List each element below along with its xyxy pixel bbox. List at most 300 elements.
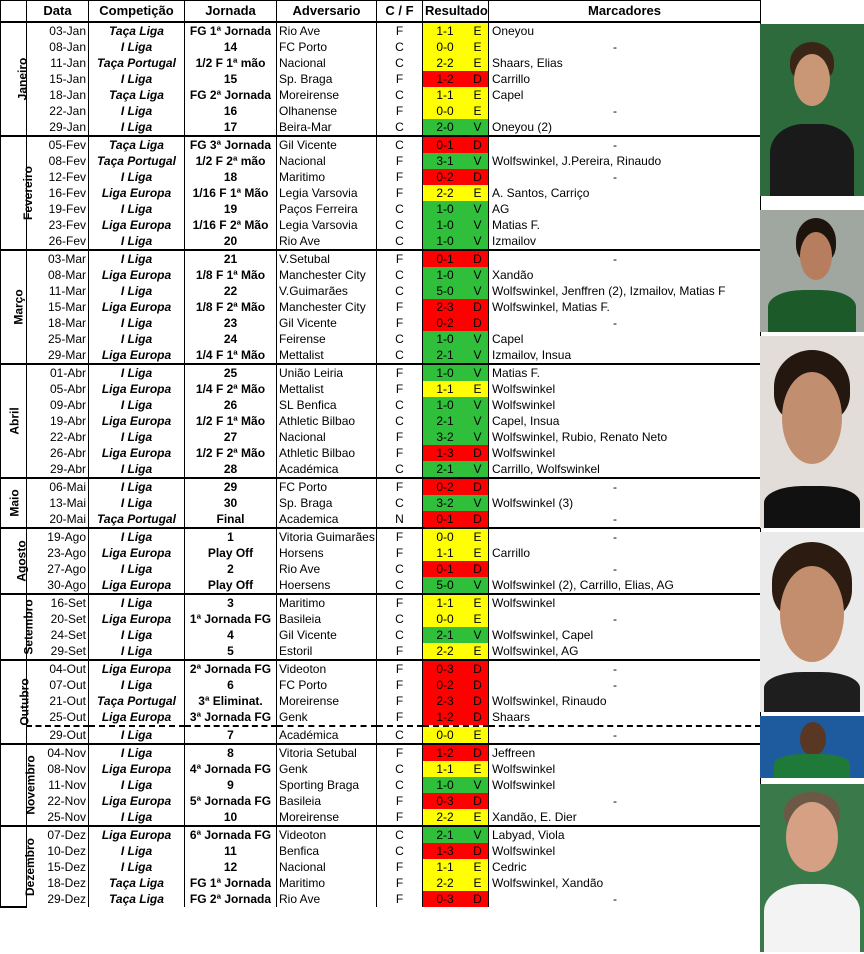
result-score: 2-2 [436,876,454,890]
opponent: Hoersens [277,577,377,594]
result-score: 1-1 [436,546,454,560]
round: Play Off [185,577,277,594]
result [423,495,489,511]
round: 29 [185,478,277,495]
table-row [1,299,761,315]
scorers-text: Capel [492,332,524,346]
result-score: 2-0 [436,120,454,134]
result-score: 2-2 [436,56,454,70]
result [423,693,489,709]
match-date: 29-Dez [27,891,89,907]
scorers-text: Wolfswinkel, J.Pereira, Rinaudo [492,154,662,168]
table-row [1,561,761,577]
result-letter: V [473,414,482,428]
result [423,528,489,545]
round: 25 [185,364,277,381]
result-score: 1-3 [436,446,454,460]
result-score: 2-3 [436,694,454,708]
round: 6ª Jornada FG [185,826,277,843]
match-date: 20-Set [27,611,89,627]
result-letter: D [473,794,482,808]
competition: Taça Portugal [89,693,185,709]
result-box [423,201,488,217]
table-row [1,693,761,709]
scorers-text: Wolfswinkel [492,778,556,792]
round: 10 [185,809,277,826]
result-score: 1-1 [436,762,454,776]
opponent: Legia Varsovia [277,217,377,233]
scorers-dash: - [613,316,617,330]
scorers [489,744,761,761]
scorers [489,136,761,153]
opponent: Moreirense [277,693,377,709]
home-away: C [377,39,423,55]
round: 11 [185,843,277,859]
match-date: 22-Nov [27,793,89,809]
result [423,761,489,777]
result-box [423,445,488,461]
result-score: 2-1 [436,414,454,428]
scorers-dash: - [613,794,617,808]
result-letter: V [473,430,482,444]
competition: I Liga [89,429,185,445]
scorers [489,627,761,643]
competition: Taça Liga [89,875,185,891]
result-letter: E [473,644,482,658]
result-letter: D [473,138,482,152]
competition: Liga Europa [89,217,185,233]
scorers [489,55,761,71]
competition: I Liga [89,169,185,185]
scorers-text: Wolfswinkel [492,382,556,396]
result-score: 3-2 [436,430,454,444]
result-box [423,347,488,363]
month-name: Fevereiro [21,165,36,221]
round: 1/2 F 1ª Mão [185,413,277,429]
home-away: C [377,843,423,859]
opponent: Maritimo [277,169,377,185]
opponent: Horsens [277,545,377,561]
scorers-dash: - [613,892,617,906]
table-row [1,201,761,217]
result-box [423,761,488,777]
round: FG 2ª Jornada [185,87,277,103]
table-row [1,39,761,55]
match-date: 22-Jan [27,103,89,119]
round: 5 [185,643,277,660]
month-label [1,826,38,907]
scorers-text: Wolfswinkel [492,398,556,412]
home-away: C [377,627,423,643]
scorers-dash: - [613,138,617,152]
result-score: 2-1 [436,628,454,642]
match-date: 29-Jan [27,119,89,136]
scorers [489,185,761,201]
opponent: Athletic Bilbao [277,413,377,429]
opponent: Nacional [277,153,377,169]
result-score: 0-1 [436,562,454,576]
scorers-text: Wolfswinkel (3) [492,496,574,510]
result-letter: D [473,678,482,692]
competition: Liga Europa [89,445,185,461]
table-row [1,381,761,397]
header-scorers: Marcadores [489,1,761,23]
scorers [489,299,761,315]
result-box [423,843,488,859]
match-date: 03-Jan [27,22,89,39]
result-box [423,777,488,793]
result [423,55,489,71]
scorers [489,777,761,793]
result-box [423,103,488,119]
home-away: C [377,726,423,744]
scorers [489,315,761,331]
scorers-text: Jeffreen [492,746,536,760]
home-away: C [377,267,423,283]
table-row [1,267,761,283]
month-name: Novembro [23,755,38,815]
coach-photo-2 [760,210,864,332]
table-row [1,55,761,71]
month-label [1,660,32,744]
home-away: F [377,250,423,267]
round: 30 [185,495,277,511]
result-box [423,119,488,135]
result [423,397,489,413]
result-score: 1-1 [436,382,454,396]
match-date: 04-Out [27,660,89,677]
scorers [489,283,761,299]
competition: Liga Europa [89,413,185,429]
opponent: Legia Varsovia [277,185,377,201]
match-date: 23-Fev [27,217,89,233]
match-date: 11-Jan [27,55,89,71]
table-row [1,528,761,545]
scorers [489,793,761,809]
result-box [423,381,488,397]
round: 15 [185,71,277,87]
header-result: Resultado [423,1,489,23]
scorers-text: Wolfswinkel, Jenffren (2), Izmailov, Matias F [492,284,726,298]
scorers [489,250,761,267]
result-score: 0-3 [436,662,454,676]
round: 2 [185,561,277,577]
table-row [1,413,761,429]
scorers-text: Wolfswinkel [492,844,556,858]
scorers-text: Capel [492,88,524,102]
table-row [1,660,761,677]
result [423,347,489,364]
home-away: C [377,331,423,347]
result-box [423,875,488,891]
result-score: 1-0 [436,268,454,282]
competition: I Liga [89,495,185,511]
result-score: 1-1 [436,24,454,38]
result [423,709,489,726]
scorers-text: Wolfswinkel, Rubio, Renato Neto [492,430,668,444]
scorers-dash: - [613,562,617,576]
home-away: C [377,577,423,594]
opponent: Gil Vicente [277,627,377,643]
result-letter: D [473,746,482,760]
result-letter: E [473,382,482,396]
home-away: C [377,761,423,777]
competition: Liga Europa [89,381,185,397]
result-letter: D [473,316,482,330]
result-letter: E [473,876,482,890]
result [423,859,489,875]
results-body [1,22,761,907]
result-score: 2-1 [436,462,454,476]
competition: I Liga [89,103,185,119]
opponent: Mettalist [277,347,377,364]
result-score: 0-1 [436,252,454,266]
opponent: Nacional [277,859,377,875]
competition: I Liga [89,119,185,136]
result-box [423,859,488,875]
round: 1 [185,528,277,545]
match-date: 18-Mar [27,315,89,331]
match-date: 11-Mar [27,283,89,299]
scorers [489,577,761,594]
opponent: Manchester City [277,299,377,315]
result-score: 1-2 [436,710,454,724]
result-box [423,595,488,611]
home-away: F [377,169,423,185]
result-letter: V [473,284,482,298]
round: 23 [185,315,277,331]
result [423,793,489,809]
result-score: 0-2 [436,480,454,494]
scorers-text: A. Santos, Carriço [492,186,590,200]
result-score: 1-0 [436,234,454,248]
scorers-text: Wolfswinkel, Xandão [492,876,604,890]
match-date: 01-Abr [27,364,89,381]
result-score: 0-0 [436,530,454,544]
home-away: F [377,71,423,87]
result-box [423,315,488,331]
table-row [1,627,761,643]
result-score: 5-0 [436,284,454,298]
result-score: 2-2 [436,186,454,200]
result-box [423,413,488,429]
opponent: Moreirense [277,87,377,103]
result-score: 1-1 [436,596,454,610]
result [423,627,489,643]
result-box [423,217,488,233]
scorers-text: Wolfswinkel [492,446,556,460]
table-row [1,709,761,726]
result-score: 2-2 [436,810,454,824]
result-letter: V [473,234,482,248]
match-date: 05-Abr [27,381,89,397]
match-date: 20-Mai [27,511,89,528]
scorers-dash: - [613,104,617,118]
table-row [1,71,761,87]
result-letter: E [473,530,482,544]
home-away: C [377,611,423,627]
scorers-text: Capel, Insua [492,414,560,428]
round: 14 [185,39,277,55]
result-letter: V [473,778,482,792]
result-score: 1-1 [436,860,454,874]
opponent: Gil Vicente [277,136,377,153]
result-box [423,299,488,315]
home-away: F [377,315,423,331]
home-away: F [377,153,423,169]
result [423,594,489,611]
home-away: F [377,793,423,809]
match-date: 25-Mar [27,331,89,347]
opponent: Beira-Mar [277,119,377,136]
result [423,39,489,55]
result [423,809,489,826]
coach-photo-6 [760,784,864,952]
result-letter: E [473,104,482,118]
round: 9 [185,777,277,793]
opponent: Académica [277,461,377,478]
result-score: 3-1 [436,154,454,168]
competition: Liga Europa [89,611,185,627]
opponent: Académica [277,726,377,744]
coach-photo-5 [760,716,864,778]
result-letter: D [473,562,482,576]
round: 1/4 F 1ª Mão [185,347,277,364]
month-label [1,22,30,136]
match-date: 08-Mar [27,267,89,283]
result-box [423,727,488,743]
competition: Taça Liga [89,87,185,103]
result [423,283,489,299]
home-away: F [377,545,423,561]
home-away: F [377,744,423,761]
competition: I Liga [89,201,185,217]
result [423,478,489,495]
scorers [489,891,761,907]
result-score: 0-2 [436,170,454,184]
scorers-text: AG [492,202,510,216]
match-date: 04-Nov [27,744,89,761]
result [423,201,489,217]
home-away: C [377,397,423,413]
opponent: Manchester City [277,267,377,283]
scorers [489,693,761,709]
result [423,577,489,594]
result [423,22,489,39]
result-box [423,709,488,725]
result [423,777,489,793]
month-label [1,364,27,478]
competition: Liga Europa [89,793,185,809]
result-box [423,809,488,825]
scorers [489,843,761,859]
scorers [489,545,761,561]
home-away: F [377,891,423,907]
match-date: 19-Fev [27,201,89,217]
result-score: 0-3 [436,794,454,808]
match-date: 08-Fev [27,153,89,169]
opponent: Genk [277,761,377,777]
round: 4ª Jornada FG [185,761,277,777]
match-date: 25-Nov [27,809,89,826]
competition: Taça Liga [89,891,185,907]
result [423,71,489,87]
opponent: Vitoria Guimarães [277,528,377,545]
round: 1/2 F 2ª mão [185,153,277,169]
competition: I Liga [89,777,185,793]
result-score: 0-1 [436,512,454,526]
result [423,153,489,169]
scorers [489,22,761,39]
scorers [489,875,761,891]
opponent: Nacional [277,429,377,445]
round: 8 [185,744,277,761]
result-score: 2-2 [436,644,454,658]
match-date: 15-Mar [27,299,89,315]
result [423,233,489,250]
result-letter: E [473,24,482,38]
result-box [423,511,488,527]
result-score: 2-1 [436,348,454,362]
scorers [489,677,761,693]
competition: I Liga [89,478,185,495]
result-score: 1-0 [436,332,454,346]
competition: Liga Europa [89,347,185,364]
match-date: 26-Abr [27,445,89,461]
month-name: Outubro [17,678,32,726]
scorers-text: Wolfswinkel [492,762,556,776]
competition: Liga Europa [89,761,185,777]
coach-photos [760,24,864,952]
home-away: C [377,495,423,511]
scorers [489,495,761,511]
table-row [1,185,761,201]
home-away: F [377,445,423,461]
round: 6 [185,677,277,693]
result-score: 0-0 [436,104,454,118]
match-date: 22-Abr [27,429,89,445]
result-box [423,495,488,511]
competition: I Liga [89,397,185,413]
result-score: 2-3 [436,300,454,314]
match-date: 07-Dez [27,826,89,843]
competition: Taça Portugal [89,511,185,528]
home-away: F [377,809,423,826]
result-letter: V [473,398,482,412]
result [423,250,489,267]
competition: Taça Portugal [89,55,185,71]
match-date: 19-Abr [27,413,89,429]
opponent: Nacional [277,55,377,71]
result-box [423,23,488,39]
coach-photo-4 [760,532,864,712]
opponent: Videoton [277,660,377,677]
home-away: C [377,217,423,233]
opponent: Sporting Braga [277,777,377,793]
match-date: 27-Ago [27,561,89,577]
result-box [423,233,488,249]
table-row [1,347,761,364]
result-box [423,39,488,55]
scorers-text: Izmailov [492,234,537,248]
table-row [1,429,761,445]
scorers-text: Matias F. [492,366,541,380]
result [423,103,489,119]
result-letter: E [473,40,482,54]
result-score: 0-0 [436,612,454,626]
result [423,744,489,761]
round: 1/16 F 1ª Mão [185,185,277,201]
